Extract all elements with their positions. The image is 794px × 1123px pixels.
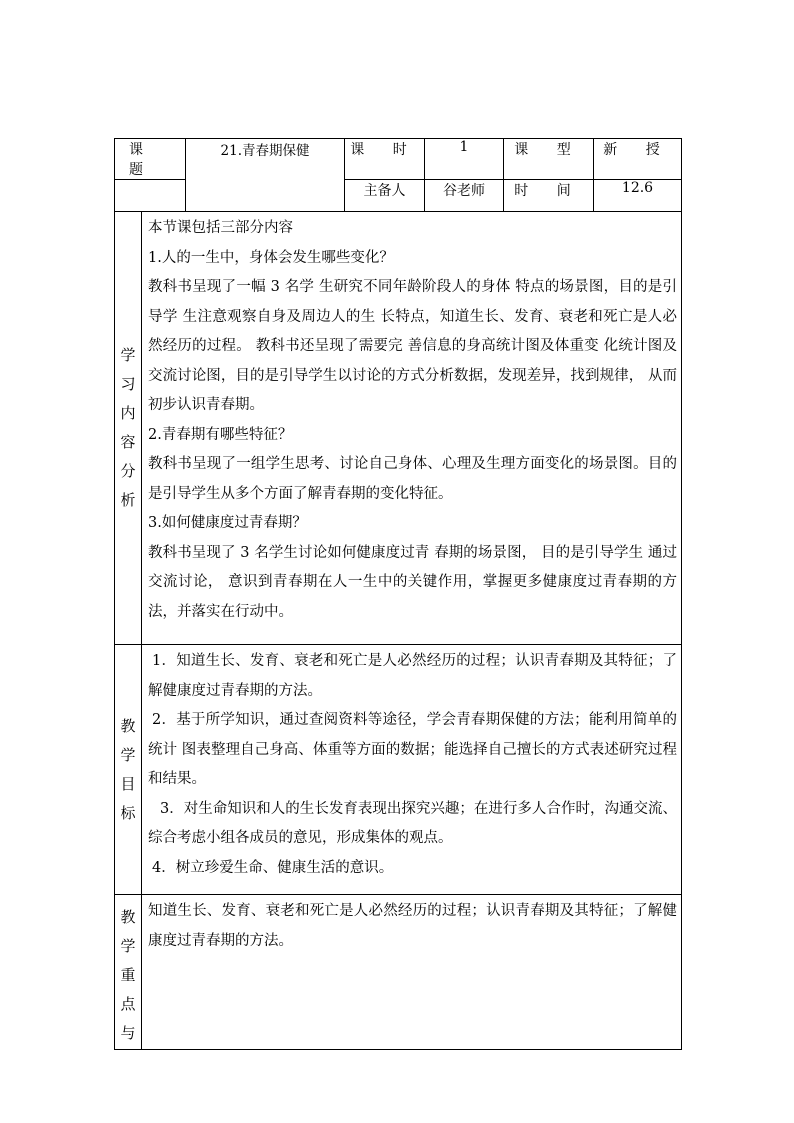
period-value: 1	[425, 139, 504, 180]
key-points-label: 教 学 重 点 与	[115, 895, 142, 1050]
subject-label-cell	[115, 139, 186, 180]
period-label: 课 时	[345, 139, 425, 180]
type-value: 新 授	[594, 139, 682, 180]
lesson-title: 21.青春期保健	[186, 139, 345, 212]
analysis-paragraph-1: 教科书呈现了一幅 3 名学 生研究不同年龄阶段人的身体 特点的场景图，目的是引导学 生注意观察自身及周边人的生 长特点，知道生长、发育、衰老和死亡是人必然经历的过程。 教科书还呈现了需要完 善信息的身高统计图及体重变 化统计图及交流讨论图，目的是引导学生以讨论的方式分析数据，发现差异，找到规律， 从而初步认识青春期。	[148, 279, 678, 413]
time-value: 12.6	[594, 180, 682, 212]
analysis-label: 学 习 内 容 分 析	[115, 212, 142, 645]
objective-item: 4．树立珍爱生命、健康生活的意识。	[152, 859, 394, 876]
analysis-paragraph-2: 教科书呈现了一组学生思考、讨论自己身体、心理及生理方面变化的场景图。目的是引导学生从多个方面了解青春期的变化特征。	[148, 456, 678, 502]
subject-blank-cell	[115, 180, 186, 212]
key-points-text: 知道生长、发育、衰老和死亡是人必然经历的过程；认识青春期及其特征；了解健 康度过青春期的方法。	[148, 903, 678, 949]
analysis-intro: 本节课包括三部分内容	[148, 220, 293, 236]
time-label: 时 间	[504, 180, 594, 212]
analysis-question-1: 1.人的一生中，身体会发生哪些变化？	[148, 249, 394, 266]
analysis-paragraph-3: 教科书呈现了 3 名学生讨论如何健康度过青 春期的场景图， 目的是引导学生 通过交流讨论， 意识到青春期在人一生中的关键作用，掌握更多健康度过青春期的方法，并落实在行动中。	[148, 544, 678, 620]
analysis-question-3: 3.如何健康度过青春期？	[148, 515, 307, 531]
objective-item: 3．对生命知识和人的生长发育表现出探究兴趣；在进行多人合作时，沟通交流、综合考虑小组各成员的意见，形成集体的观点。	[148, 800, 678, 846]
objectives-content	[142, 645, 682, 895]
analysis-content	[142, 212, 682, 645]
key-points-content	[142, 895, 682, 1050]
objective-item: 1．知道生长、发育、衰老和死亡是人必然经历的过程；认识青春期及其特征；了解健康度过青春期的方法。	[148, 653, 678, 699]
subject-label: 课 题	[129, 142, 171, 178]
analysis-row	[115, 212, 682, 645]
preparer-value: 谷老师	[425, 180, 504, 212]
type-label: 课 型	[504, 139, 594, 180]
analysis-question-2: 2.青春期有哪些特征？	[148, 426, 293, 443]
header-row-1	[115, 139, 682, 180]
key-points-row	[115, 895, 682, 1050]
objectives-row	[115, 645, 682, 895]
objective-item: 2．基于所学知识，通过查阅资料等途径，学会青春期保健的方法；能利用简单的统计 图表整理自己身高、体重等方面的数据；能选择自己擅长的方式表述研究过程和结果。	[148, 712, 678, 787]
preparer-label: 主备人	[345, 180, 425, 212]
objectives-label: 教 学 目 标	[115, 645, 142, 895]
lesson-plan-table	[114, 138, 682, 1050]
